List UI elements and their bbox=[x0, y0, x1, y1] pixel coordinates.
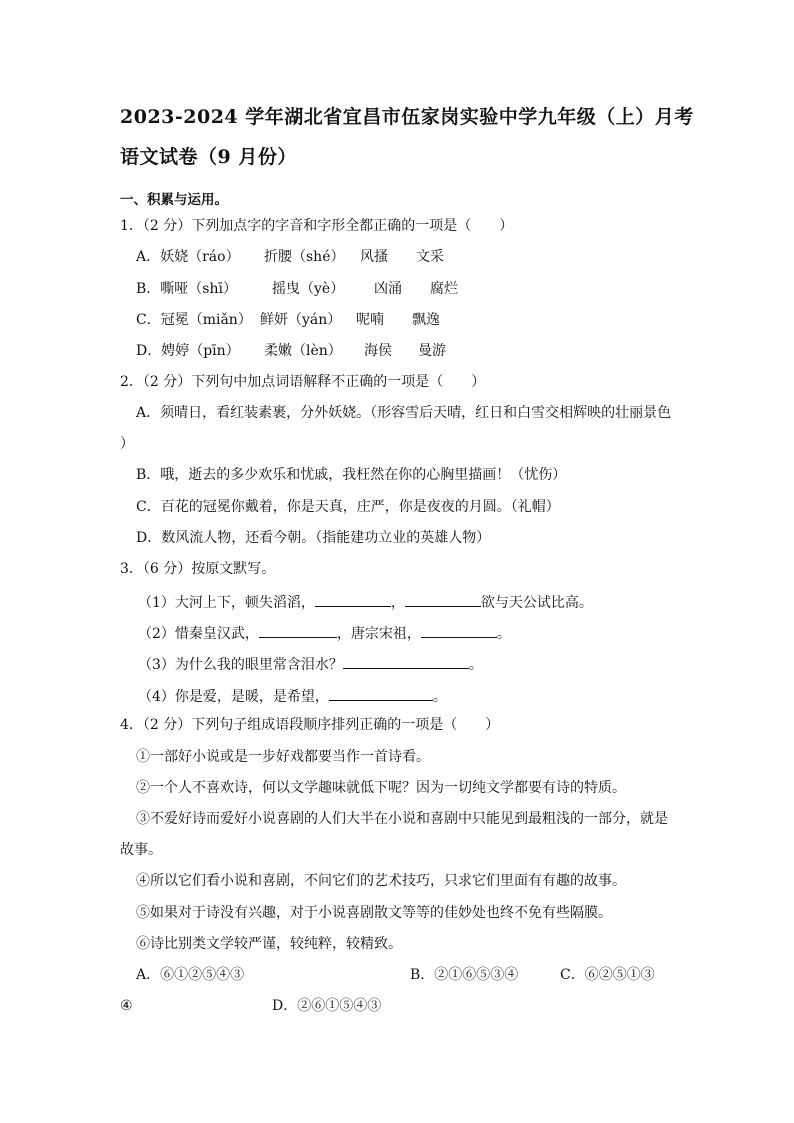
answer-blank[interactable] bbox=[315, 594, 391, 607]
item-text: （4）你是爱，是暖，是希望， bbox=[138, 689, 329, 705]
option-term: C．冠冕（miǎn） bbox=[136, 312, 252, 328]
option-term: 摇曳（yè） bbox=[272, 281, 345, 297]
exam-title-line1: 2023-2024 学年湖北省宜昌市伍家岗实验中学九年级（上）月考 bbox=[120, 106, 694, 128]
item-text: 。 bbox=[432, 689, 447, 705]
question-4-sentence-3-wrap: 故事。 bbox=[120, 842, 162, 858]
question-3-item-3 bbox=[138, 656, 483, 672]
question-4-sentence-3: ③不爱好诗而爱好小说喜剧的人们大半在小说和喜剧中只能见到最粗浅的一部分，就是 bbox=[136, 811, 668, 827]
question-1-option-c bbox=[136, 313, 440, 327]
question-4-sentence-2: ②一个人不喜欢诗，何以文学趣味就低下呢？因为一切纯文学都要有诗的特质。 bbox=[136, 780, 626, 796]
question-2-option-a-wrap: ） bbox=[120, 436, 134, 452]
question-1-option-b bbox=[136, 282, 458, 296]
option-term: 腐烂 bbox=[430, 281, 458, 297]
question-2-stem: 2．（2 分）下列句中加点词语解释不正确的一项是（ ） bbox=[120, 374, 486, 390]
option-term: 曼游 bbox=[418, 343, 446, 359]
question-4-sentence-5: ⑤如果对于诗没有兴趣，对于小说喜剧散文等等的佳妙处也终不免有些隔膜。 bbox=[136, 905, 612, 921]
question-4-option-c-wrap: ④ bbox=[120, 998, 133, 1014]
item-text: （3）为什么我的眼里常含泪水？ bbox=[138, 657, 343, 673]
question-3-item-4 bbox=[138, 688, 447, 704]
question-1-option-d bbox=[136, 344, 446, 358]
item-text: 。 bbox=[496, 626, 511, 642]
option-term: 凶涌 bbox=[374, 281, 402, 297]
question-4-sentence-1: ①一部好小说或是一步好戏都要当作一首诗看。 bbox=[136, 749, 430, 765]
option-term: B．嘶哑（shī） bbox=[136, 281, 237, 297]
question-3-item-1 bbox=[138, 594, 593, 610]
option-term: 海侯 bbox=[364, 343, 392, 359]
item-text: ，唐宗宋祖， bbox=[336, 626, 421, 642]
section-heading: 一、积累与运用。 bbox=[120, 192, 228, 208]
option-term: 文采 bbox=[416, 249, 444, 265]
option-term: D．娉婷（pīn） bbox=[136, 343, 240, 359]
question-2-option-d: D．数风流人物，还看今朝。（指能建功立业的英雄人物） bbox=[136, 530, 491, 546]
item-text: （2）惜秦皇汉武， bbox=[138, 626, 259, 642]
question-3-stem: 3．（6 分）按原文默写。 bbox=[120, 561, 276, 577]
option-term: 风搔 bbox=[360, 249, 388, 265]
question-2-option-b: B．哦，逝去的多少欢乐和忧戚，我枉然在你的心胸里描画！（忧伤） bbox=[136, 467, 567, 483]
question-2-option-a: A．须晴日，看红装素裹，分外妖娆。（形容雪后天晴，红日和白雪交相辉映的壮丽景色 bbox=[136, 405, 672, 421]
option-term: 飘逸 bbox=[412, 312, 440, 328]
option-term: 呢喃 bbox=[356, 312, 384, 328]
question-2-option-c: C．百花的冠冕你戴着，你是天真，庄严，你是夜夜的月圆。（礼帽） bbox=[136, 499, 560, 515]
answer-blank[interactable] bbox=[421, 625, 497, 638]
answer-blank[interactable] bbox=[259, 625, 337, 638]
question-4-option-b: B．②①⑥⑤③④ bbox=[410, 967, 519, 983]
question-4-sentence-6: ⑥诗比别类文学较严谨，较纯粹，较精致。 bbox=[136, 936, 402, 952]
answer-blank[interactable] bbox=[343, 656, 469, 669]
option-term: 柔嫩（lèn） bbox=[264, 343, 342, 359]
item-text: （1）大河上下，顿失滔滔， bbox=[138, 595, 315, 611]
answer-blank[interactable] bbox=[405, 594, 481, 607]
question-4-option-d: D．②⑥①⑤④③ bbox=[272, 998, 382, 1014]
question-4-option-a: A．⑥①②⑤④③ bbox=[136, 967, 245, 983]
question-1-option-a bbox=[136, 250, 444, 264]
exam-title-line2: 语文试卷（9 月份） bbox=[120, 146, 297, 168]
question-4-option-c: C．⑥②⑤①③ bbox=[560, 967, 655, 983]
item-text: ， bbox=[390, 595, 405, 611]
question-4-stem: 4．（2 分）下列句子组成语段顺序排列正确的一项是（ ） bbox=[120, 717, 500, 733]
item-text: 欲与天公试比高。 bbox=[480, 595, 593, 611]
question-4-sentence-4: ④所以它们看小说和喜剧，不问它们的艺术技巧，只求它们里面有有趣的故事。 bbox=[136, 873, 626, 889]
question-1-stem: 1．（2 分）下列加点字的字音和字形全都正确的一项是（ ） bbox=[120, 218, 514, 234]
option-term: 折腰（shé） bbox=[264, 249, 345, 265]
question-3-item-2 bbox=[138, 625, 511, 641]
option-term: 鲜妍（yán） bbox=[260, 312, 342, 328]
option-term: A．妖娆（ráo） bbox=[136, 249, 240, 265]
item-text: 。 bbox=[468, 657, 483, 673]
answer-blank[interactable] bbox=[329, 688, 433, 701]
